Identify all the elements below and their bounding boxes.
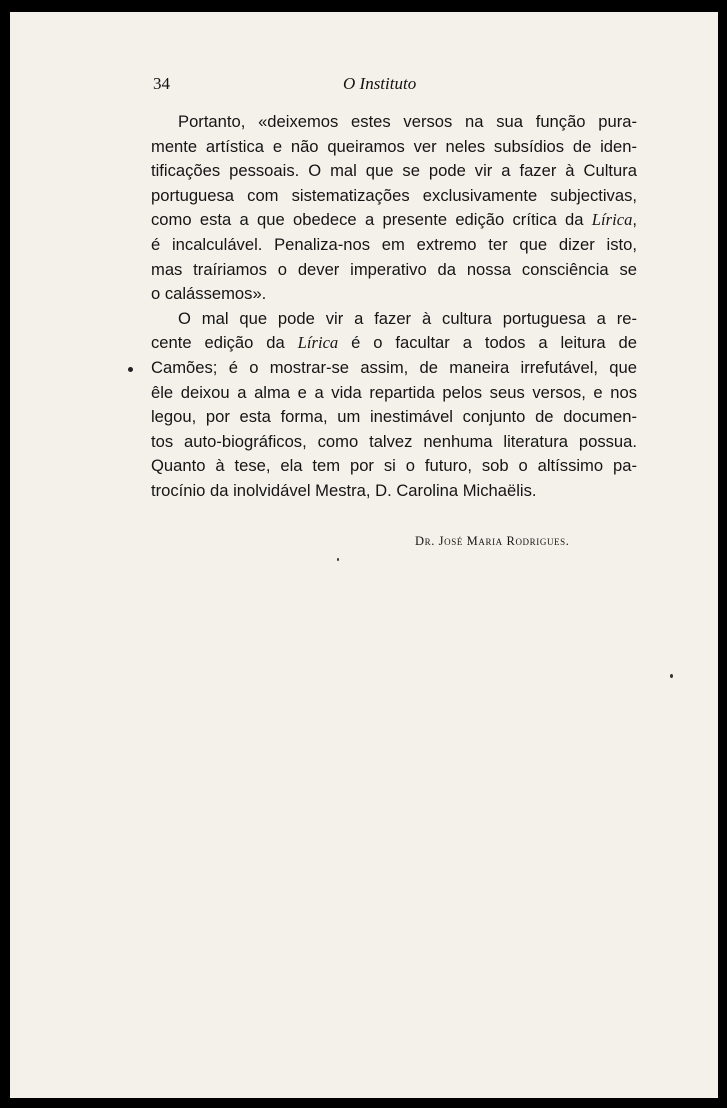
text-line: tificações pessoais. O mal que se pode vir a fazer à Cultura — [151, 161, 637, 181]
running-title: O Instituto — [343, 74, 417, 93]
text-line: O mal que pode vir a fazer à cultura portuguesa a re- — [178, 308, 637, 328]
text-line: tos auto-biográficos, como talvez nenhuma literatura possua. — [151, 431, 637, 451]
margin-speck — [128, 367, 133, 372]
margin-speck — [337, 558, 339, 561]
text-line: Camões; é o mostrar-se assim, de maneira irrefutável, que — [151, 357, 637, 377]
text-line: Portanto, «deixemos estes versos na sua função pura- — [178, 112, 637, 131]
text-line: como esta a que obedece a presente edição crítica da Lírica, — [151, 210, 637, 230]
paragraph-1 — [151, 110, 637, 307]
work-title-italic: Lírica — [297, 333, 339, 353]
paragraph-2 — [151, 307, 637, 504]
show-through-block — [160, 492, 630, 912]
text-line: cente edição da Lírica é o facultar a todos a leitura de — [151, 333, 637, 353]
text-line: legou, por esta forma, um inestimável conjunto de documen- — [151, 407, 637, 427]
text-line: êle deixou a alma e a vida repartida pelos seus versos, e nos — [151, 382, 637, 402]
page-header — [153, 74, 604, 98]
body-text — [151, 110, 637, 504]
text-line: mente artística e não queiramos ver neles subsídios de iden- — [151, 136, 637, 156]
text-line: mas traíriamos o dever imperativo da nossa consciência se — [151, 259, 637, 279]
text-line: portuguesa com sistematizações exclusivamente subjectivas, — [151, 185, 637, 205]
text-line: é incalculável. Penaliza-nos em extremo ter que dizer isto, — [151, 234, 637, 254]
book-page — [10, 12, 718, 1098]
text-line: trocínio da inolvidável Mestra, D. Carolina Michaëlis. — [151, 480, 537, 500]
text-line: Quanto à tese, ela tem por si o futuro, sob o altíssimo pa- — [151, 456, 637, 476]
text-line: o calássemos». — [151, 284, 267, 304]
page-number: 34 — [153, 74, 170, 93]
margin-speck — [670, 674, 673, 678]
author-signature: Dr. José Maria Rodrigues. — [415, 534, 570, 548]
work-title-italic: Lírica — [591, 210, 633, 230]
